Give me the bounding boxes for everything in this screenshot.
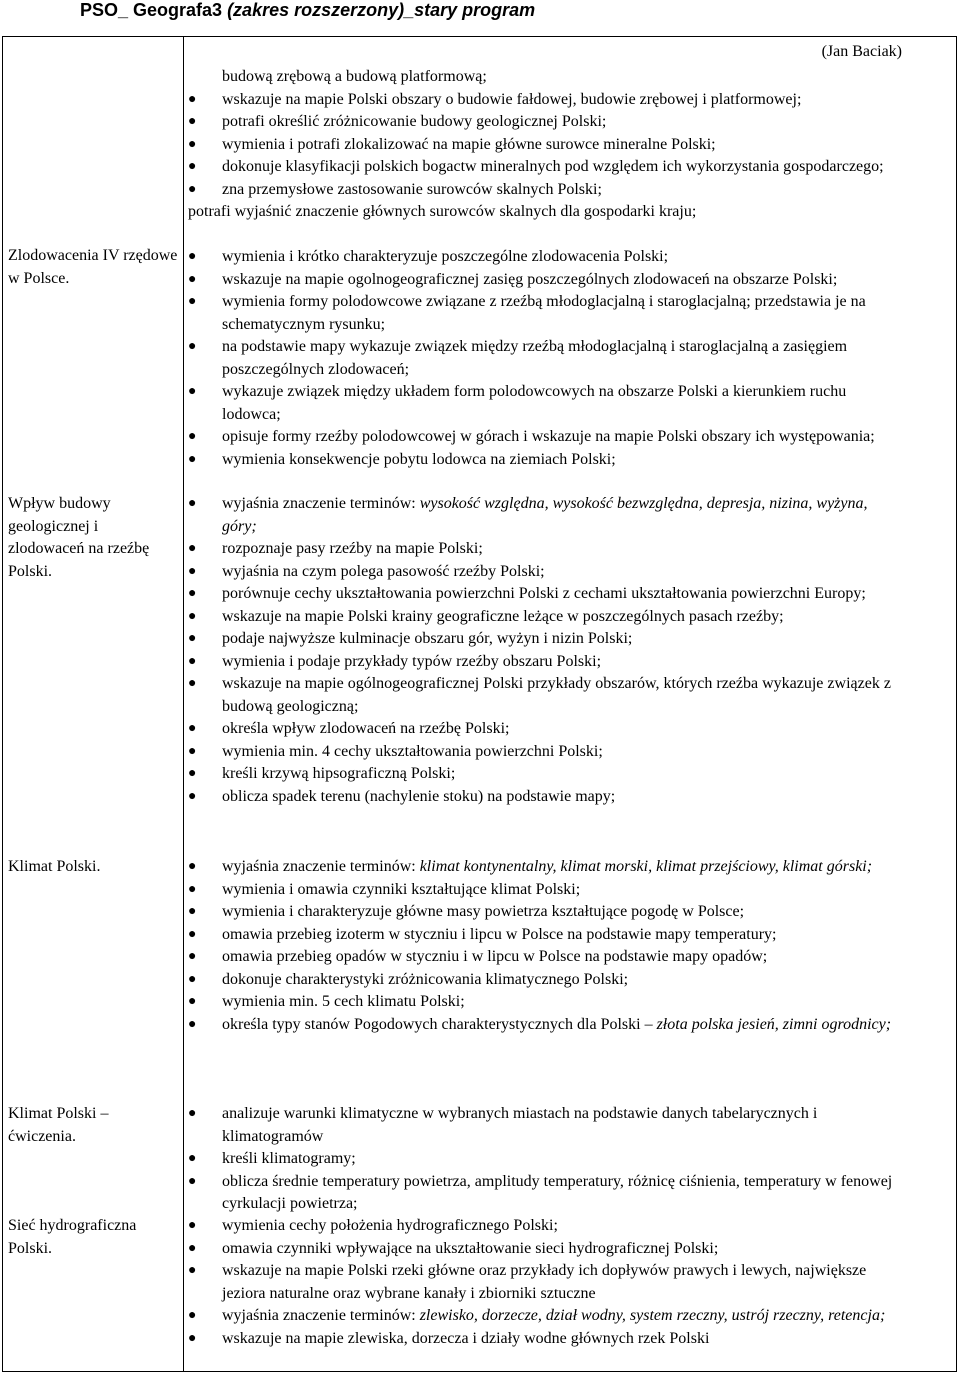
list-item-text: opisuje formy rzeźby polodowcowej w górach i wskazuje na mapie Polski obszary ich występowania; [222, 428, 875, 445]
term-definitions: złota polska jesień, zimni ogrodnicy; [656, 1015, 892, 1033]
list-item-text: wyjaśnia znaczenie terminów: [222, 1307, 420, 1324]
list-item [182, 1171, 902, 1216]
bullet-icon: ● [188, 676, 197, 691]
list-item [182, 901, 902, 924]
list-item [182, 1238, 902, 1261]
bullet-icon: ● [188, 788, 197, 804]
section-4-content [182, 856, 902, 1036]
list-item-text: omawia przebieg opadów w styczniu i w lipcu w Polsce na podstawie mapy opadów; [222, 948, 768, 965]
list-item [182, 134, 902, 157]
author: (Jan Baciak) [821, 43, 902, 60]
bullet-icon: ● [188, 766, 197, 781]
section-3-content [182, 493, 902, 808]
bullet-icon: ● [188, 881, 197, 897]
bullet-icon: ● [188, 541, 197, 556]
section-1-content [182, 66, 942, 224]
list-item [182, 336, 902, 381]
list-item-text: dokonuje klasyfikacji polskich bogactw mineralnych pod względem ich wykorzystania gospodarczego; [222, 158, 884, 175]
list-item [182, 924, 902, 947]
list-item [182, 1103, 902, 1148]
list-item-text: wskazuje na mapie Polski rzeki główne oraz przykłady ich dopływów prawych i lewych, największe jeziora naturalne oraz wybrane kanały i zbiorniki sztuczne [222, 1262, 867, 1302]
list-item-text: zna przemysłowe zastosowanie surowców skalnych Polski; [222, 180, 602, 198]
bullet-icon: ● [188, 136, 197, 152]
list-item-text: wskazuje na mapie ogolnogeograficznej zasięg poszczególnych zlodowaceń na obszarze Polski; [222, 270, 838, 288]
list-item-text: wymienia min. 5 cech klimatu Polski; [222, 993, 465, 1010]
bullet-icon: ● [188, 339, 197, 354]
list-item [182, 741, 902, 764]
bullet-icon: ● [188, 1330, 197, 1346]
list-item [182, 493, 902, 538]
list-item [182, 651, 902, 674]
header-subtitle: (zakres rozszerzony)_stary program [227, 0, 536, 20]
list-item [182, 763, 902, 786]
list-item-text: omawia przebieg izoterm w styczniu i lipcu w Polsce na podstawie mapy temperatury; [222, 925, 777, 943]
term-definitions: zlewisko, dorzecze, dział wodny, system rzeczny, ustrój rzeczny, retencja; [419, 1307, 886, 1324]
list-item [182, 381, 902, 426]
list-item-text: wskazuje na mapie zlewiska, dorzecza i działy wodne głównych rzek Polski [222, 1329, 710, 1347]
section-title-rzezba: Wpływ budowy geologicznej i zlodowaceń na rzeźbę Polski. [8, 495, 150, 580]
term-definitions: wysokość względna, wysokość bezwzględna, depresja, nizina, wyżyna, góry; [222, 495, 868, 535]
section-title-klimat-cwiczenia: Klimat Polski – ćwiczenia. [8, 1105, 109, 1145]
list-item-text: określa typy stanów Pogodowych charakterystycznych dla Polski – [222, 1015, 657, 1033]
section-2-content [182, 246, 912, 471]
list-item-text: wskazuje na mapie Polski obszary o budowie fałdowej, budowie zrębowej i platformowej; [222, 90, 802, 108]
bullet-icon: ● [188, 971, 197, 987]
list-item [182, 856, 902, 879]
bullet-icon: ● [188, 429, 197, 444]
list-item-text: oblicza spadek terenu (nachylenie stoku) na podstawie mapy; [222, 787, 616, 805]
bullet-icon: ● [188, 451, 197, 467]
section-title-siec-hydrograficzna: Sieć hydrograficzna Polski. [8, 1217, 137, 1257]
list-item [182, 111, 902, 134]
bullet-icon: ● [188, 384, 197, 399]
bullet-icon: ● [188, 1240, 197, 1256]
bullet-icon: ● [188, 631, 197, 646]
list-item-text: wymienia i krótko charakteryzuje poszczególne zlodowacenia Polski; [222, 248, 669, 265]
header-title: PSO_ Geografa3 [80, 0, 228, 20]
list-item [182, 156, 902, 179]
section-title-klimat: Klimat Polski. [8, 858, 101, 875]
list-item [182, 291, 902, 336]
bullet-icon: ● [188, 294, 197, 309]
bullet-icon: ● [188, 1263, 197, 1278]
bullet-icon: ● [188, 91, 197, 107]
bullet-icon: ● [188, 271, 197, 287]
list-item [182, 879, 902, 902]
list-item-text: wymienia i omawia czynniki kształtujące klimat Polski; [222, 880, 581, 898]
list-item-text: wymienia i charakteryzuje główne masy powietrza kształtujące pogodę w Polsce; [222, 903, 745, 920]
term-definitions: klimat kontynentalny, klimat morski, klimat przejściowy, klimat górski; [419, 858, 873, 875]
list-item-text: wymienia i podaje przykłady typów rzeźby obszaru Polski; [222, 652, 602, 670]
bullet-icon: ● [188, 1016, 197, 1032]
document-header [80, 0, 535, 20]
list-item-text: na podstawie mapy wykazuje związek między rzeźbą młodoglacjalną i staroglacjalną a zasięgiem poszczególnych zlodowaceń; [222, 338, 848, 378]
bullet-icon: ● [188, 721, 197, 736]
list-item-text: oblicza średnie temperatury powietrza, amplitudy temperatury, różnicę ciśnienia, temperatury w fenowej cyrkulacji powietrza; [222, 1172, 893, 1212]
list-item-text: wykazuje związek między układem form polodowcowych na obszarze Polski a kierunkiem ruchu lodowca; [222, 383, 847, 423]
bullet-icon: ● [188, 114, 197, 129]
bullet-icon: ● [188, 1106, 197, 1121]
bullet-icon: ● [188, 743, 197, 759]
list-item [182, 786, 902, 809]
list-item [182, 946, 902, 969]
bullet-icon: ● [188, 1151, 197, 1166]
bullet-icon: ● [188, 249, 197, 264]
section-6-content [182, 1215, 902, 1350]
list-item-text: porównuje cechy ukształtowania powierzchni Polski z cechami ukształtowania powierzchni Europy; [222, 585, 866, 602]
list-item [182, 718, 902, 741]
bullet-icon: ● [188, 586, 197, 601]
bullet-icon: ● [188, 926, 197, 942]
bullet-icon: ● [188, 1218, 197, 1233]
list-item-text: wymienia konsekwencje pobytu lodowca na ziemiach Polski; [222, 450, 616, 468]
bullet-icon: ● [188, 653, 197, 669]
list-item-text: rozpoznaje pasy rzeźby na mapie Polski; [222, 540, 483, 557]
text-line: budową zrębową a budową platformową; [222, 68, 487, 85]
list-item [182, 606, 902, 629]
list-item-text: wskazuje na mapie Polski krainy geograficzne leżące w poszczególnych pasach rzeźby; [222, 607, 784, 625]
list-item [182, 583, 902, 606]
bullet-icon: ● [188, 159, 197, 174]
list-item-text: podaje najwyższe kulminacje obszaru gór, wyżyn i nizin Polski; [222, 630, 633, 647]
list-item-text: wyjaśnia znaczenie terminów: [222, 495, 420, 512]
list-item-text: wskazuje na mapie ogólnogeograficznej Polski przykłady obszarów, których rzeźba wykazuje związek z budową geologiczną; [222, 675, 891, 715]
section-title-zlodowacenia: Zlodowacenia IV rzędowe w Polsce. [8, 247, 178, 287]
list-item [182, 449, 902, 472]
list-item [182, 1148, 902, 1171]
text-line: potrafi wyjaśnić znaczenie głównych surowców skalnych dla gospodarki kraju; [188, 203, 697, 220]
list-item-text: dokonuje charakterystyki zróżnicowania klimatycznego Polski; [222, 970, 629, 988]
bullet-icon: ● [188, 563, 197, 579]
list-item-text: wyjaśnia na czym polega pasowość rzeźby Polski; [222, 562, 545, 580]
list-item [182, 538, 902, 561]
list-item-text: kreśli klimatogramy; [222, 1150, 356, 1167]
bullet-icon: ● [188, 994, 197, 1009]
list-item-text: wyjaśnia znaczenie terminów: [222, 858, 420, 875]
list-item-text: określa wpływ zlodowaceń na rzeźbę Polski; [222, 720, 510, 737]
list-item [182, 1328, 902, 1351]
list-item-text: wymienia i potrafi zlokalizować na mapie główne surowce mineralne Polski; [222, 135, 716, 153]
list-item [182, 969, 902, 992]
bullet-icon: ● [188, 949, 197, 964]
list-item [182, 628, 902, 651]
bullet-icon: ● [188, 496, 197, 511]
list-item [182, 426, 902, 449]
list-item [182, 991, 902, 1014]
list-item [182, 1215, 902, 1238]
list-item-text: wymienia cechy położenia hydrograficznego Polski; [222, 1217, 558, 1234]
list-item [182, 246, 902, 269]
list-item [182, 269, 912, 292]
list-item [182, 89, 902, 112]
section-5-content [182, 1103, 902, 1216]
bullet-icon: ● [188, 904, 197, 919]
list-item [182, 673, 902, 718]
list-item [182, 1260, 902, 1305]
list-item-text: kreśli krzywą hipsograficzną Polski; [222, 765, 456, 782]
list-item-text: analizuje warunki klimatyczne w wybranych miastach na podstawie danych tabelarycznych i klimatogramów [222, 1105, 818, 1145]
list-item-text: wymienia formy polodowcowe związane z rzeźbą młodoglacjalną i staroglacjalną; przedstawia je na schematycznym rysunku; [222, 293, 866, 333]
bullet-icon: ● [188, 1173, 197, 1189]
list-item-text: omawia czynniki wpływające na ukształtowanie sieci hydrograficznej Polski; [222, 1239, 719, 1257]
bullet-icon: ● [188, 608, 197, 624]
list-item [182, 1305, 902, 1328]
bullet-icon: ● [188, 859, 197, 874]
list-item-text: potrafi określić zróżnicowanie budowy geologicznej Polski; [222, 113, 607, 130]
list-item [182, 179, 902, 202]
list-item [182, 561, 902, 584]
list-item [182, 1014, 902, 1037]
list-item-text: wymienia min. 4 cechy ukształtowania powierzchni Polski; [222, 742, 603, 760]
bullet-icon: ● [188, 1308, 197, 1323]
bullet-icon: ● [188, 181, 197, 197]
